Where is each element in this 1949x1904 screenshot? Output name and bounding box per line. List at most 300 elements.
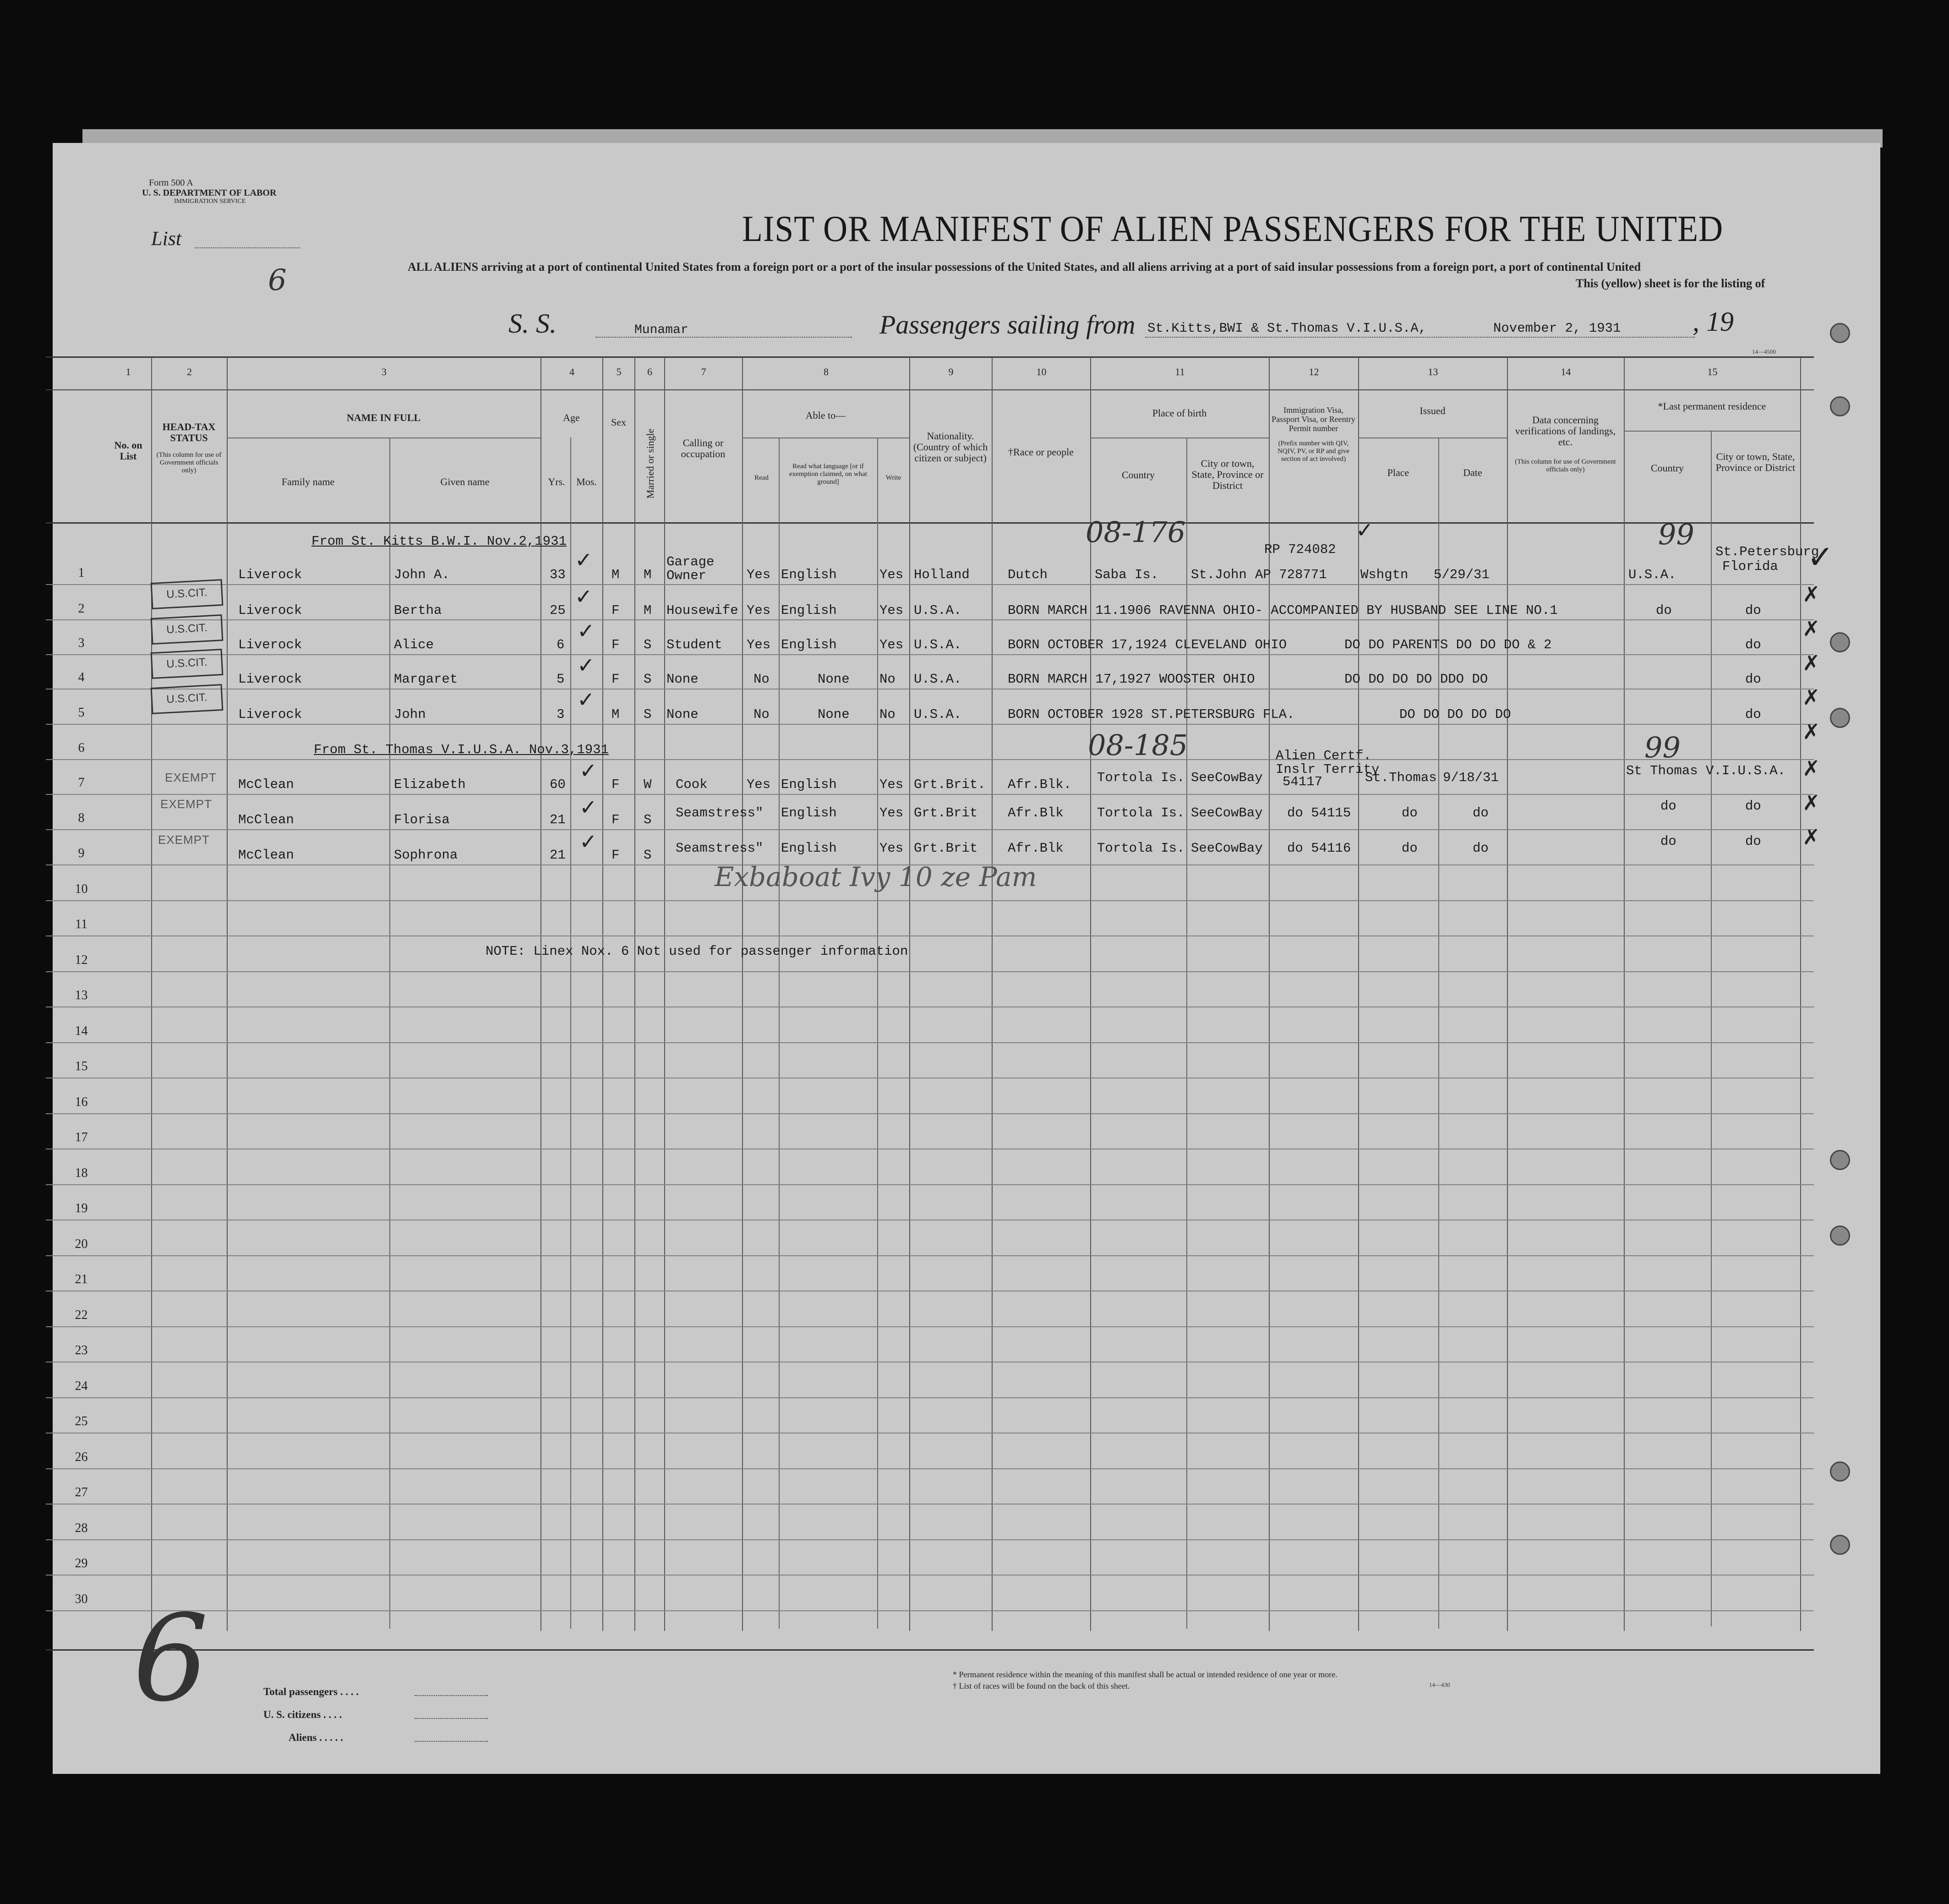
given-name: Alice <box>394 637 434 652</box>
us-citizens-label: U. S. citizens . . . . <box>263 1709 342 1720</box>
residence-country: do <box>1656 603 1672 618</box>
note-line: NOTE: Linex Nox. 6 Not used for passenger information <box>486 944 908 959</box>
birth-note: BORN OCTOBER 17,1924 CLEVELAND OHIO <box>1008 637 1287 652</box>
nationality: Grt.Brit <box>914 841 978 856</box>
birth-country: Tortola Is. <box>1097 805 1185 821</box>
col-divider <box>227 357 228 1631</box>
row-rule <box>46 759 1814 760</box>
row-number: 30 <box>75 1592 88 1606</box>
nationality: U.S.A. <box>914 603 962 618</box>
residence-country: St Thomas V.I.U.S.A. <box>1626 763 1786 778</box>
col-divider <box>909 357 910 1631</box>
col-divider <box>992 357 993 1631</box>
can-write: No <box>879 672 895 687</box>
given-name: John A. <box>394 567 450 582</box>
header-married: Married or single <box>644 428 656 499</box>
birth-note: BORN MARCH 11.1906 RAVENNA OHIO- ACCOMPANIED BY HUSBAND SEE LINE NO.1 <box>1008 603 1558 618</box>
handwritten-list-number: 6 <box>133 1590 209 1728</box>
row-number: 13 <box>75 988 88 1002</box>
header-nationality: Nationality. (Country of which citizen or subject) <box>913 430 988 464</box>
read-language: English <box>781 777 837 792</box>
check-mark: ✓ <box>1356 518 1374 542</box>
us-cit-stamp: U.S.CIT. <box>151 579 224 609</box>
row-number: 1 <box>78 566 85 580</box>
colnum-2: 2 <box>187 366 192 378</box>
us-cit-stamp: U.S.CIT. <box>151 614 224 645</box>
row-number: 21 <box>75 1272 88 1286</box>
can-read: Yes <box>747 637 771 652</box>
table-bottom-rule <box>46 1649 1814 1651</box>
colnum-15: 15 <box>1707 366 1718 378</box>
tally-mark: ✗ <box>1802 651 1820 675</box>
ss-label: S. S. <box>508 308 557 339</box>
sex: F <box>611 637 620 652</box>
row-number: 17 <box>75 1130 88 1144</box>
row-number: 6 <box>78 741 85 755</box>
header-issued-date: Date <box>1463 467 1482 478</box>
birth-city: St.John <box>1191 567 1247 582</box>
header-head-tax: HEAD-TAX STATUS <box>162 421 216 443</box>
ditto-marks: DO DO DO DO DDO DO <box>1344 672 1488 687</box>
header-bottom-rule <box>46 522 1814 524</box>
read-language: English <box>781 637 837 652</box>
col-divider <box>1358 357 1359 1631</box>
birth-country: Saba Is. <box>1095 567 1159 582</box>
residence-city-1: St.Petersburg <box>1715 544 1819 559</box>
family-name: Liverock <box>238 603 302 618</box>
colnum-5: 5 <box>616 366 622 378</box>
row-number: 11 <box>75 917 87 931</box>
row-number: 22 <box>75 1308 88 1322</box>
header-read: Read <box>754 474 769 481</box>
can-write: Yes <box>879 603 904 618</box>
row-number: 23 <box>75 1343 88 1357</box>
ship-underline <box>595 337 852 338</box>
marital-status: S <box>644 672 652 687</box>
us-cit-stamp: U.S.CIT. <box>151 684 224 714</box>
sex: F <box>611 672 620 687</box>
department: U. S. DEPARTMENT OF LABOR <box>142 188 277 198</box>
race: Dutch <box>1008 567 1048 582</box>
header-landings: Data concerning verifications of landings, etc. <box>1515 414 1616 448</box>
footnote-races: † List of races will be found on the back of this sheet. <box>953 1681 1130 1691</box>
can-write: Yes <box>879 637 904 652</box>
year-label: , 19 <box>1692 306 1734 337</box>
marital-status: M <box>644 603 652 618</box>
row-number: 8 <box>78 811 85 825</box>
visa-number-2: Inslr Territy <box>1276 762 1380 777</box>
row-number: 26 <box>75 1450 88 1464</box>
check-mark: ✓ <box>579 758 597 783</box>
sex: F <box>611 812 620 827</box>
row-rule <box>46 1326 1814 1327</box>
handwritten-res-code-2: 99 <box>1644 731 1681 764</box>
occupation: Seamstress" <box>676 805 764 821</box>
age-years: 60 <box>550 777 566 792</box>
occupation: Housewife <box>666 603 738 618</box>
occupation: Cook <box>676 777 708 792</box>
read-language: English <box>781 841 837 856</box>
read-language: None <box>818 707 850 722</box>
read-language: English <box>781 603 837 618</box>
header-last-residence: *Last permanent residence <box>1658 400 1766 412</box>
occupation-line2: Owner <box>666 568 707 583</box>
age-years: 33 <box>550 567 566 582</box>
residence-city: do <box>1745 637 1761 652</box>
header-no-on-list: No. on List <box>114 439 142 462</box>
binder-hole <box>1830 396 1850 416</box>
col-divider <box>634 357 635 1631</box>
row-number: 29 <box>75 1556 88 1570</box>
nationality: Grt.Brit. <box>914 777 986 792</box>
colnum-12: 12 <box>1309 366 1319 378</box>
family-name: Liverock <box>238 672 302 687</box>
col-divider <box>1624 357 1625 1631</box>
sailing-from: St.Kitts,BWI & St.Thomas V.I.U.S.A, <box>1147 321 1427 336</box>
colnum-14: 14 <box>1561 366 1571 378</box>
colnum-11: 11 <box>1175 366 1185 378</box>
check-mark: ✓ <box>577 687 595 712</box>
header-place-of-birth: Place of birth <box>1152 407 1207 419</box>
sex: M <box>611 707 620 722</box>
header-yrs: Yrs. <box>548 476 565 487</box>
header-name-in-full: NAME IN FULL <box>346 412 421 423</box>
residence-country: U.S.A. <box>1628 567 1676 582</box>
row-number: 7 <box>78 776 85 790</box>
given-name: Bertha <box>394 603 442 618</box>
issued-date: 5/29/31 <box>1434 567 1490 582</box>
age-years: 5 <box>557 672 565 687</box>
residence-city-2: Florida <box>1722 559 1778 574</box>
nationality: U.S.A. <box>914 637 962 652</box>
row-rule <box>46 1504 1814 1505</box>
visa-number: do 54116 <box>1287 841 1351 856</box>
tally-mark: ✗ <box>1802 825 1820 849</box>
row-rule <box>46 1113 1814 1114</box>
occupation-line1: Garage <box>666 554 715 569</box>
sex: F <box>611 777 620 792</box>
total-passengers-label: Total passengers . . . . <box>263 1686 359 1697</box>
colnum-1: 1 <box>126 366 131 378</box>
list-underline <box>195 247 300 248</box>
row-number: 5 <box>78 706 85 720</box>
sailing-label: Passengers sailing from <box>879 310 1136 339</box>
row-rule <box>46 1539 1814 1540</box>
date-underline <box>1145 337 1695 338</box>
race: Afr.Blk. <box>1008 777 1072 792</box>
header-res-city: City or town, State, Province or District <box>1715 451 1796 473</box>
name-subdivider <box>389 438 390 1629</box>
row-number: 20 <box>75 1237 88 1251</box>
section-st-kitts: From St. Kitts B.W.I. Nov.2,1931 <box>311 534 567 549</box>
list-number: 6 <box>268 263 287 297</box>
marital-status: S <box>644 812 652 827</box>
row-rule <box>46 1397 1814 1398</box>
check-mark: ✓ <box>577 618 595 643</box>
header-birth-city: City or town, State, Province or District <box>1191 458 1264 491</box>
aliens-label: Aliens . . . . . <box>289 1732 343 1743</box>
aliens-field[interactable] <box>415 1741 488 1742</box>
row-rule <box>46 971 1814 972</box>
row-number: 24 <box>75 1379 88 1393</box>
subtitle-line1: ALL ALIENS arriving at a port of continental United States from a foreign port or a port of the insular possessions of the United States, and all aliens arriving at a port of said insular possessions from a foreign port, a port of continental United <box>408 260 1641 274</box>
birth-city: SeeCowBay <box>1191 770 1263 785</box>
header-issued-place: Place <box>1387 467 1409 478</box>
row-rule <box>46 1575 1814 1576</box>
occupation: None <box>666 672 699 687</box>
visa-number-1: Alien Certf. <box>1276 748 1371 763</box>
res-subdivider <box>1711 431 1712 1626</box>
can-write: Yes <box>879 567 904 582</box>
list-label: List <box>151 227 182 250</box>
issued-date: do <box>1473 841 1489 856</box>
occupation: Seamstress" <box>676 841 764 856</box>
family-name: McClean <box>238 777 294 792</box>
family-name: Liverock <box>238 637 302 652</box>
age-years: 6 <box>557 637 565 652</box>
header-head-tax-note: (This column for use of Government officials only) <box>156 451 222 474</box>
header-race: †Race or people <box>1008 446 1074 458</box>
residence-country: do <box>1660 834 1676 849</box>
handwritten-code-2: 08-185 <box>1088 728 1188 762</box>
handwritten-annotation: Exbaboat Ivy 10 ze Pam <box>715 861 1037 892</box>
row-number: 18 <box>75 1166 88 1180</box>
tally-mark: ✗ <box>1802 790 1820 815</box>
section-st-thomas: From St. Thomas V.I.U.S.A. Nov.3,1931 <box>314 742 609 757</box>
row-number: 12 <box>75 953 88 967</box>
table-top-rule <box>46 356 1814 358</box>
tally-mark: ✗ <box>1802 756 1820 781</box>
row-number: 3 <box>78 636 85 650</box>
row-rule <box>46 1468 1814 1469</box>
sex: F <box>611 603 620 618</box>
issued-date: 9/18/31 <box>1443 770 1499 785</box>
can-write: Yes <box>879 841 904 856</box>
visa-number-1: RP 724082 <box>1264 542 1336 557</box>
row-rule <box>46 900 1814 901</box>
row-number: 15 <box>75 1059 88 1073</box>
subtitle-line2: This (yellow) sheet is for the listing of <box>1576 277 1765 290</box>
colnum-3: 3 <box>382 366 387 378</box>
exempt-stamp: EXEMPT <box>165 771 217 784</box>
age-years: 21 <box>550 848 566 863</box>
occupation: Student <box>666 637 722 652</box>
age-years: 21 <box>550 812 566 827</box>
manifest-sheet <box>53 143 1880 1774</box>
col-divider <box>151 357 152 1631</box>
header-calling: Calling or occupation <box>681 437 726 460</box>
read-language: English <box>781 567 837 582</box>
row-number: 25 <box>75 1414 88 1428</box>
can-write: Yes <box>879 777 904 792</box>
colnum-8: 8 <box>824 366 829 378</box>
ditto-marks: DO DO DO DO DO <box>1399 707 1511 722</box>
row-rule <box>46 1610 1814 1611</box>
row-number: 2 <box>78 602 85 616</box>
header-landings-note: (This column for use of Government officials only) <box>1515 458 1616 473</box>
exempt-stamp: EXEMPT <box>160 797 212 811</box>
can-write: No <box>879 707 895 722</box>
total-passengers-field[interactable] <box>415 1695 488 1696</box>
race: Afr.Blk <box>1008 841 1064 856</box>
sailing-date: November 2, 1931 <box>1493 321 1621 336</box>
birth-city: SeeCowBay <box>1191 841 1263 856</box>
binder-hole <box>1830 632 1850 652</box>
header-sex: Sex <box>611 416 626 428</box>
form-number: Form 500 A <box>149 178 193 188</box>
marital-status: S <box>644 707 652 722</box>
read-subdivider <box>779 438 780 1629</box>
given-name: John <box>394 707 426 722</box>
row-rule <box>46 619 1814 620</box>
can-read: Yes <box>747 567 771 582</box>
check-mark: ✓ <box>579 829 597 854</box>
can-read: No <box>753 707 770 722</box>
header-visa-note: (Prefix number with QIV, NQIV, PV, or RP and give section of act involved) <box>1277 440 1349 463</box>
nationality: Grt.Brit <box>914 805 978 821</box>
row-rule <box>46 1184 1814 1185</box>
residence-city: do <box>1745 834 1761 849</box>
header-read-what: Read what language [or if exemption claimed, on what ground] <box>789 463 867 486</box>
visa-number: do 54115 <box>1287 805 1351 821</box>
row-rule <box>46 584 1814 585</box>
visa-number-3: 54117 <box>1283 774 1323 789</box>
check-mark: ✓ <box>577 653 595 678</box>
read-language: None <box>818 672 850 687</box>
colnum-6: 6 <box>647 366 652 378</box>
colnum-13: 13 <box>1428 366 1438 378</box>
tally-mark: ✗ <box>1802 582 1820 607</box>
nationality: U.S.A. <box>914 707 962 722</box>
age-subdivider <box>570 438 571 1629</box>
row-number: 4 <box>78 670 85 684</box>
can-read: No <box>753 672 770 687</box>
family-name: Liverock <box>238 567 302 582</box>
issued-place: Wshgtn <box>1360 567 1409 582</box>
given-name: Elizabeth <box>394 777 466 792</box>
binder-hole <box>1830 708 1850 728</box>
can-read: Yes <box>747 603 771 618</box>
row-number: 14 <box>75 1024 88 1038</box>
age-years: 3 <box>557 707 565 722</box>
us-citizens-field[interactable] <box>415 1718 488 1719</box>
footnote-residence: * Permanent residence within the meaning of this manifest shall be actual or intended residence of one year or more. <box>953 1670 1338 1679</box>
residence-city: do <box>1745 603 1761 618</box>
marital-status: S <box>644 848 652 863</box>
header-able-to: Able to— <box>805 410 846 421</box>
given-name: Margaret <box>394 672 458 687</box>
issued-date: do <box>1473 805 1489 821</box>
nationality: Holland <box>914 567 970 582</box>
birth-country: Tortola Is. <box>1097 841 1185 856</box>
row-number: 16 <box>75 1095 88 1109</box>
can-write: Yes <box>879 805 904 821</box>
header-mos: Mos. <box>576 476 597 487</box>
row-number: 10 <box>75 882 88 896</box>
row-rule <box>46 1255 1814 1256</box>
residence-city: do <box>1745 799 1761 814</box>
marital-status: M <box>644 567 652 582</box>
ditto-marks: DO DO PARENTS DO DO DO & 2 <box>1344 637 1552 652</box>
header-issued: Issued <box>1419 405 1446 416</box>
column-number-rule <box>46 389 1814 390</box>
family-name: Liverock <box>238 707 302 722</box>
marital-status: W <box>644 777 652 792</box>
row-rule <box>46 794 1814 795</box>
handwritten-code-1: 08-176 <box>1086 515 1186 549</box>
check-mark: ✓ <box>1807 538 1834 576</box>
given-name: Florisa <box>394 812 450 827</box>
can-read: Yes <box>747 777 771 792</box>
age-years: 25 <box>550 603 566 618</box>
col-divider <box>602 357 603 1631</box>
header-visa: Immigration Visa, Passport Visa, or Reentry Permit number <box>1272 405 1355 433</box>
write-subdivider <box>877 438 878 1629</box>
header-given-name: Given name <box>440 476 490 487</box>
visa-number-2: AP 728771 <box>1255 567 1327 582</box>
binder-hole <box>1830 1150 1850 1170</box>
col-divider <box>742 357 743 1631</box>
residence-city: do <box>1745 707 1761 722</box>
issued-place: do <box>1402 841 1418 856</box>
service: IMMIGRATION SERVICE <box>174 198 246 205</box>
colnum-10: 10 <box>1036 366 1047 378</box>
row-number: 28 <box>75 1521 88 1535</box>
colnum-7: 7 <box>701 366 706 378</box>
row-rule <box>46 724 1814 725</box>
col-divider <box>664 357 665 1631</box>
race: Afr.Blk <box>1008 805 1064 821</box>
birth-note: BORN MARCH 17,1927 WOOSTER OHIO <box>1008 672 1255 687</box>
row-number: 9 <box>78 846 85 860</box>
colnum-4: 4 <box>569 366 574 378</box>
issued-place: St.Thomas <box>1365 770 1437 785</box>
tally-mark: ✗ <box>1802 685 1820 710</box>
col-divider <box>1507 357 1508 1631</box>
family-name: McClean <box>238 812 294 827</box>
birth-city: SeeCowBay <box>1191 805 1263 821</box>
occupation: None <box>666 707 699 722</box>
check-mark: ✓ <box>575 584 593 609</box>
row-rule <box>46 1042 1814 1043</box>
residence-city: do <box>1745 672 1761 687</box>
birth-note: BORN OCTOBER 1928 ST.PETERSBURG FLA. <box>1008 707 1295 722</box>
binder-hole <box>1830 1226 1850 1246</box>
form-code-top: 14—4500 <box>1752 348 1776 355</box>
exempt-stamp: EXEMPT <box>158 833 210 847</box>
ship-name: Munamar <box>634 323 688 337</box>
check-mark: ✓ <box>579 795 597 820</box>
sex: F <box>611 848 620 863</box>
header-birth-country: Country <box>1121 469 1155 481</box>
header-age: Age <box>563 412 580 423</box>
tally-mark: ✗ <box>1802 719 1820 744</box>
sex: M <box>611 567 620 582</box>
form-code-bottom: 14—430 <box>1429 1681 1450 1688</box>
tally-mark: ✗ <box>1802 616 1820 641</box>
read-language: English <box>781 805 837 821</box>
colnum-9: 9 <box>948 366 954 378</box>
given-name: Sophrona <box>394 848 458 863</box>
row-number: 27 <box>75 1485 88 1499</box>
family-name: McClean <box>238 848 294 863</box>
check-mark: ✓ <box>575 547 593 572</box>
row-rule <box>46 829 1814 830</box>
handwritten-res-code-1: 99 <box>1658 518 1694 551</box>
res-header-rule <box>1624 431 1800 432</box>
marital-status: S <box>644 637 652 652</box>
header-res-country: Country <box>1650 462 1684 474</box>
